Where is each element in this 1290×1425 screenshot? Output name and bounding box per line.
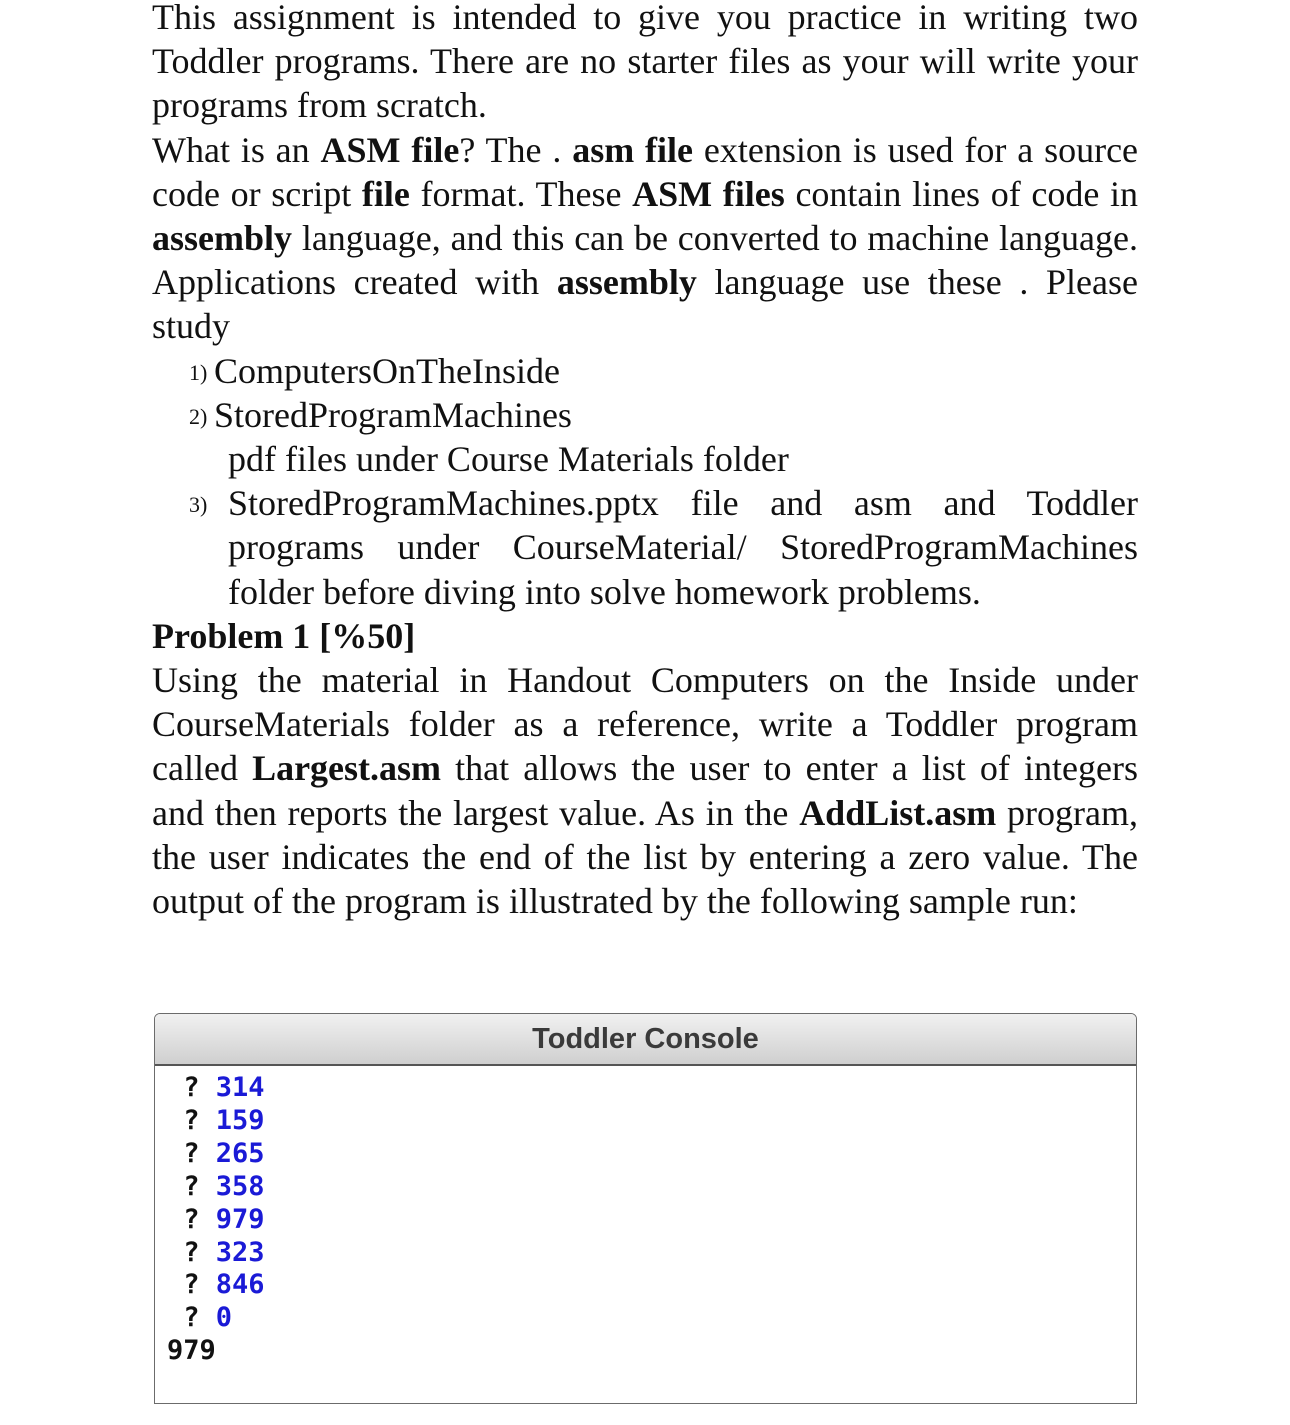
console-input-value: 0 bbox=[215, 1302, 233, 1334]
console-prompt: ? bbox=[167, 1170, 216, 1202]
asm-text: contain lines of code in bbox=[784, 173, 1138, 214]
console-prompt: ? bbox=[167, 1072, 216, 1103]
console-line bbox=[167, 1237, 1136, 1270]
asm-bold: ASM file bbox=[320, 129, 460, 170]
asm-text: extension is used for a source code or script bbox=[152, 129, 1139, 214]
console-prompt: ? bbox=[167, 1137, 216, 1169]
asm-bold: asm file bbox=[572, 129, 694, 170]
problem-text: Using the material in Handout Computers on the Inside under CourseMaterials folder as a reference, write a Toddler program called bbox=[152, 660, 1138, 789]
console-line bbox=[167, 1204, 1136, 1237]
problem-bold: Largest.asm bbox=[252, 748, 442, 789]
asm-text: format. These bbox=[409, 173, 633, 214]
console-prompt: ? bbox=[167, 1203, 216, 1235]
asm-bold: assembly bbox=[152, 218, 293, 259]
study-list bbox=[152, 349, 1138, 614]
console-result: 979 bbox=[167, 1335, 216, 1367]
study-item-number: 3) bbox=[189, 492, 208, 518]
study-item-number: 1) bbox=[189, 359, 208, 385]
console-input-value: 159 bbox=[215, 1104, 265, 1136]
problem-text: that allows the user to enter a list of integers and then reports the largest value. As in the bbox=[152, 748, 1138, 833]
asm-text: language use these . Please study bbox=[152, 262, 1138, 347]
problem-bold: AddList.asm bbox=[799, 792, 997, 833]
console-title-bar: Toddler Console bbox=[155, 1014, 1136, 1066]
study-item-text: StoredProgramMachines bbox=[214, 394, 572, 435]
asm-bold: ASM files bbox=[632, 173, 785, 214]
console-line bbox=[167, 1105, 1136, 1138]
problem-text: program, the user indicates the end of the list by entering a zero value. The output of the program is illustrated by the following sample run: bbox=[152, 792, 1138, 922]
study-item-number: 2) bbox=[189, 403, 208, 429]
intro-paragraph: This assignment is intended to give you practice in writing two Toddler programs. There are no starter files as your will write your programs from scratch. bbox=[152, 0, 1138, 126]
asm-text: language, and this can be converted to machine language. Applications created with bbox=[152, 218, 1138, 303]
assignment-document bbox=[152, 0, 1138, 923]
console-line bbox=[167, 1072, 1136, 1105]
asm-paragraph bbox=[152, 128, 1138, 349]
console-line bbox=[167, 1138, 1136, 1171]
console-prompt: ? bbox=[167, 1302, 216, 1334]
asm-bold: file bbox=[361, 173, 410, 214]
study-item bbox=[152, 393, 1138, 437]
study-item bbox=[152, 481, 1138, 614]
console-input-value: 265 bbox=[215, 1137, 265, 1169]
toddler-console-window bbox=[154, 1013, 1137, 1404]
problem-paragraph bbox=[152, 658, 1138, 923]
study-item-text: ComputersOnTheInside bbox=[214, 350, 560, 391]
study-item-text: StoredProgramMachines.pptx file and asm and Toddler programs under CourseMaterial/ StoredProgramMachines folder before diving into solve homework problems. bbox=[228, 483, 1138, 612]
console-prompt: ? bbox=[167, 1269, 216, 1301]
problem-heading: Problem 1 [%50] bbox=[152, 615, 416, 656]
study-item-note bbox=[152, 437, 1138, 481]
study-item bbox=[152, 349, 1138, 393]
console-output bbox=[155, 1066, 1136, 1368]
console-input-value: 323 bbox=[215, 1236, 265, 1268]
console-prompt: ? bbox=[167, 1236, 216, 1268]
asm-text: What is an bbox=[152, 129, 321, 170]
console-input-value: 358 bbox=[215, 1170, 265, 1202]
asm-text: ? The . bbox=[459, 129, 573, 170]
console-input-value: 314 bbox=[215, 1072, 265, 1103]
console-line bbox=[167, 1302, 1136, 1335]
console-line bbox=[167, 1269, 1136, 1302]
console-prompt: ? bbox=[167, 1104, 216, 1136]
asm-bold: assembly bbox=[556, 262, 697, 303]
console-line bbox=[167, 1171, 1136, 1204]
console-input-value: 846 bbox=[215, 1269, 265, 1301]
study-note-text: pdf files under Course Materials folder bbox=[228, 439, 789, 480]
console-input-value: 979 bbox=[215, 1203, 265, 1235]
